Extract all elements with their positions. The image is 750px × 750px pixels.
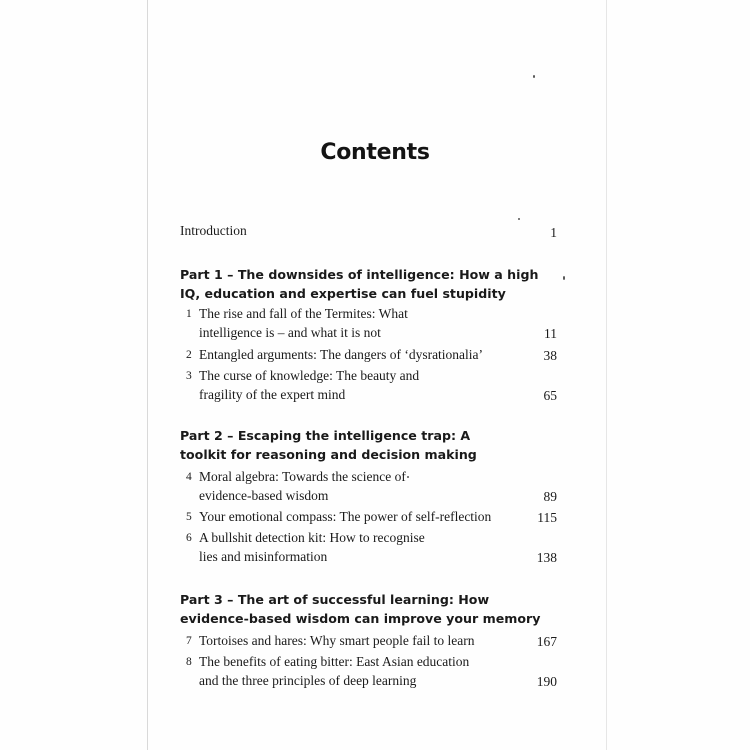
toc-intro-page: 1 [550,225,557,240]
chapter-5-title-line-1: Your emotional compass: The power of self-reflection [199,509,492,524]
chapter-5-number: 5 [186,511,192,523]
chapter-7-page: 167 [536,634,557,649]
chapter-1-number: 1 [186,308,192,320]
page-edge-right [606,0,607,750]
chapter-4-title-line-1: Moral algebra: Towards the science of [199,469,406,484]
toc-intro-label: Introduction [180,223,247,238]
chapter-1-title-line-1: The rise and fall of the Termites: What [199,306,408,321]
scan-speck [533,75,535,78]
part-2-title-line-2: toolkit for reasoning and decision making [180,447,477,462]
chapter-8-title-line-2: and the three principles of deep learning [199,673,417,688]
chapter-7-title-line-1: Tortoises and hares: Why smart people fail to learn [199,633,475,648]
chapter-7-number: 7 [186,635,192,647]
chapter-8-number: 8 [186,656,192,668]
part-3-title-line-2: evidence-based wisdom can improve your memory [180,611,541,626]
chapter-4-title-line-2: evidence-based wisdom [199,488,329,503]
chapter-2-page: 38 [543,348,557,363]
page-edge-left [147,0,148,750]
chapter-3-title-line-2: fragility of the expert mind [199,387,346,402]
part-3-title-line-1: Part 3 – The art of successful learning: How [180,592,490,607]
chapter-3-title-line-1: The curse of knowledge: The beauty and [199,368,420,383]
chapter-6-title-line-2: lies and misinformation [199,549,328,564]
chapter-5-page: 115 [537,510,557,525]
chapter-4-page: 89 [543,489,557,504]
chapter-8-page: 190 [536,674,557,689]
chapter-1-page: 11 [544,326,557,341]
page-title: Contents [320,140,430,165]
chapter-3-page: 65 [543,388,557,403]
chapter-1-title-line-2: intelligence is – and what it is not [199,325,381,340]
chapter-8-title-line-1: The benefits of eating bitter: East Asian education [199,654,470,669]
chapter-3-number: 3 [186,370,192,382]
chapter-6-title-line-1: A bullshit detection kit: How to recognise [199,530,425,545]
part-1-title-line-1: Part 1 – The downsides of intelligence: How a high [180,267,539,282]
scan-speck [518,218,520,220]
part-1-title-line-2: IQ, education and expertise can fuel stupidity [180,286,506,301]
chapter-2-number: 2 [186,349,192,361]
chapter-6-number: 6 [186,532,192,544]
chapter-4-number: 4 [186,471,192,483]
chapter-6-page: 138 [536,550,557,565]
scan-speck [407,476,409,478]
part-2-title-line-1: Part 2 – Escaping the intelligence trap: A [180,428,471,443]
scan-speck [563,276,565,280]
chapter-2-title-line-1: Entangled arguments: The dangers of ‘dysrationalia’ [199,347,484,362]
